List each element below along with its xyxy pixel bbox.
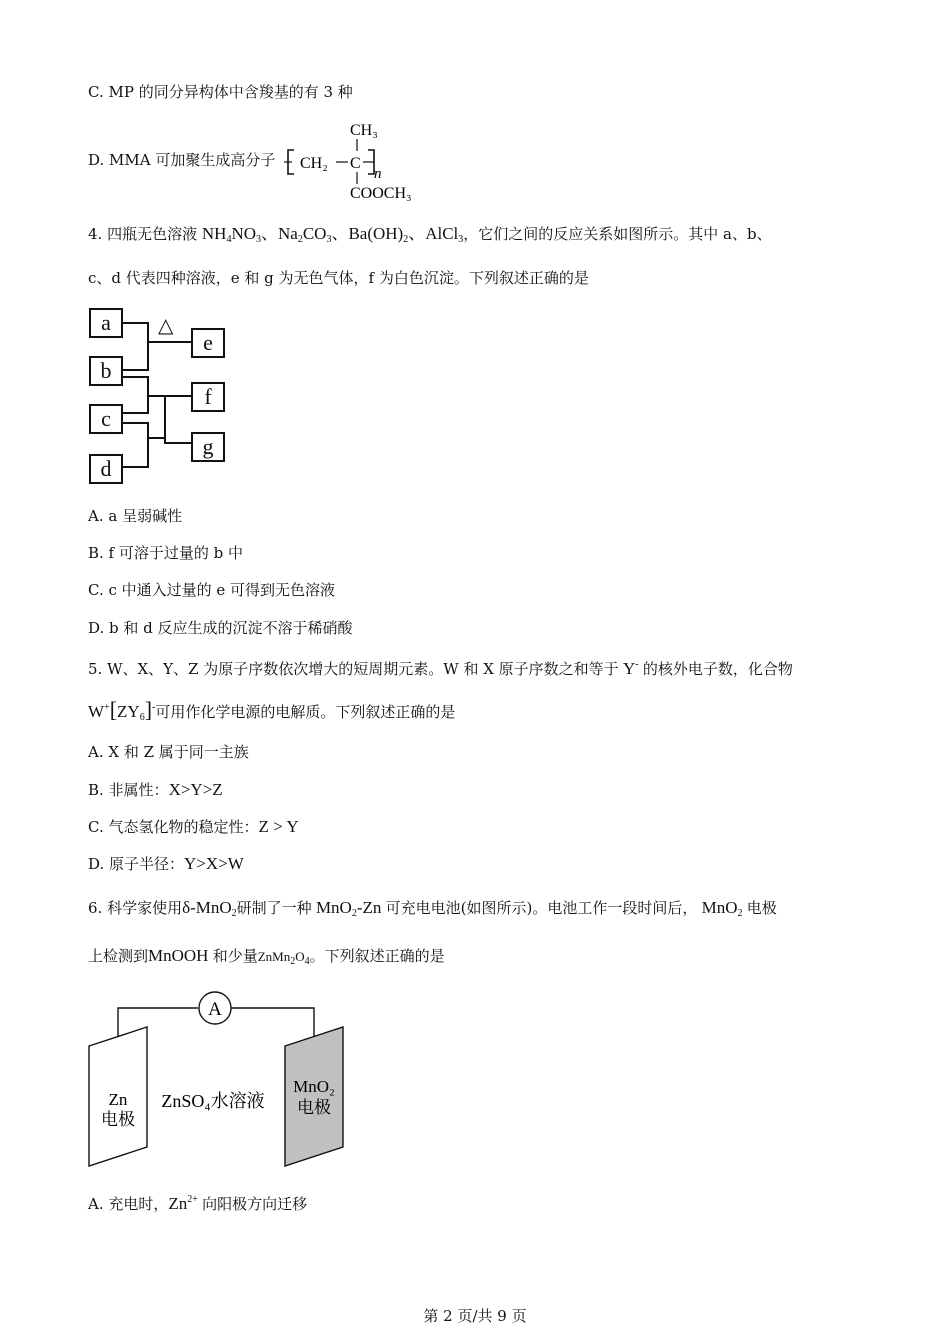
- q6-option-a-label: A. 充电时，: [88, 1195, 169, 1213]
- ammeter-label: A: [208, 999, 222, 1020]
- q4-stem-line1: [88, 224, 772, 250]
- heat-symbol: △: [158, 313, 174, 337]
- q6-option-a-text: 向阳极方向迁移: [202, 1195, 308, 1213]
- struct-bottom-cooch3: COOCH₃: [350, 185, 412, 202]
- q5-stem-suffix: 的核外电子数，化合物: [642, 660, 793, 678]
- q5-option-a: A. X 和 Z 属于同一主族: [88, 743, 249, 761]
- struct-ch2: CH₂: [300, 155, 328, 172]
- q5-option-c-formula: Z > Y: [258, 817, 299, 836]
- q5-option-c: [88, 817, 299, 837]
- box-e: e: [191, 328, 225, 358]
- q5-stem-line1: [88, 655, 793, 679]
- mno2-electrode-label2: 电极: [297, 1098, 331, 1117]
- q6-mno2: MnO$_2$: [697, 898, 743, 919]
- solution-label: ZnSO₄水溶液: [161, 1091, 265, 1111]
- box-d: d: [89, 454, 123, 484]
- q6-mnooh: MnOOH: [148, 946, 213, 965]
- q5-option-d: [88, 854, 244, 874]
- q5-option-b-formula: X>Y>Z: [168, 780, 223, 799]
- q6-stem-line2: [88, 946, 445, 972]
- q4-option-d: D. b 和 d 反应生成的沉淀不溶于稀硝酸: [88, 619, 353, 637]
- q5-option-c-label: C. 气态氢化物的稳定性：: [88, 818, 259, 836]
- box-g: g: [191, 432, 225, 462]
- q5-option-b-label: B. 非属性：: [88, 781, 169, 799]
- box-a: a: [89, 308, 123, 338]
- q4-formulas: $NH_4NO_3$、$Na_2CO_3$、$Ba(OH)_2$、AlCl$_3$: [201, 224, 464, 245]
- box-b: b: [89, 356, 123, 386]
- mno2-electrode-label1: MnO₂: [293, 1077, 335, 1096]
- q6-stem-prefix: 6. 科学家使用: [88, 899, 183, 917]
- struct-top-ch3: CH₃: [350, 122, 378, 139]
- mno2-electrode: [285, 1027, 343, 1166]
- q6-stem2-mid: 和少量: [212, 947, 258, 965]
- q4-stem-suffix: ，它们之间的反应关系如图所示。其中 a、b、: [463, 225, 772, 243]
- q4-option-b: B. f 可溶于过量的 b 中: [88, 544, 244, 562]
- page-footer: 第 2 页/共 9 页: [423, 1307, 527, 1325]
- q6-zn2-ion: $Zn^{2+}$: [168, 1194, 198, 1213]
- q6-stem2-suffix: 。下列叙述正确的是: [309, 947, 445, 965]
- q5-stem-prefix: 5. W、X、Y、Z 为原子序数依次增大的短周期元素。W 和 X 原子序数之和等于: [88, 660, 619, 678]
- q3-option-c: C. MP 的同分异构体中含羧基的有 3 种: [88, 83, 353, 101]
- q6-stem-suffix: 电极: [746, 899, 777, 917]
- q3-option-d-text: D. MMA 可加聚生成高分子: [88, 151, 276, 169]
- q6-stem-line1: [88, 898, 777, 924]
- q5-stem-line2: [88, 698, 455, 728]
- zn-electrode-label1: Zn: [108, 1090, 128, 1109]
- q4-option-a: A. a 呈弱碱性: [88, 507, 183, 525]
- box-c: c: [89, 404, 123, 434]
- q4-option-c: C. c 中通入过量的 e 可得到无色溶液: [88, 581, 336, 599]
- q4-stem-line2: c、d 代表四种溶液，e 和 g 为无色气体，f 为白色沉淀。下列叙述正确的是: [88, 269, 589, 287]
- q6-stem-mid2: 可充电电池(如图所示)。电池工作一段时间后，: [385, 899, 698, 917]
- q4-stem-prefix: 4. 四瓶无色溶液: [88, 225, 198, 243]
- q5-y-ion: Y-: [618, 659, 639, 678]
- q5-option-d-formula: Y>X>W: [184, 854, 244, 873]
- struct-c: C: [350, 155, 361, 172]
- q6-option-a: [88, 1190, 307, 1214]
- q6-mno2-zn: MnO$_2$-Zn: [311, 898, 386, 919]
- box-f: f: [191, 382, 225, 412]
- q5-stem2-suffix: 可用作化学电源的电解质。下列叙述正确的是: [155, 703, 456, 721]
- q6-stem-mid1: 研制了一种: [236, 899, 312, 917]
- q6-stem2-prefix: 上检测到: [88, 947, 149, 965]
- struct-n: n: [374, 166, 382, 182]
- q5-option-b: [88, 780, 223, 800]
- battery-diagram: [85, 990, 355, 1175]
- mma-polymer-structure: [284, 116, 444, 204]
- q6-delta-mno2: δ-MnO$_2$: [182, 898, 237, 919]
- q5-option-d-label: D. 原子半径：: [88, 855, 185, 873]
- zn-electrode-label2: 电极: [101, 1110, 135, 1129]
- q5-compound: $W^+[ZY_6]^-$: [88, 697, 156, 723]
- q6-znmn2o4: $ZnMn_2O_4$: [257, 949, 310, 967]
